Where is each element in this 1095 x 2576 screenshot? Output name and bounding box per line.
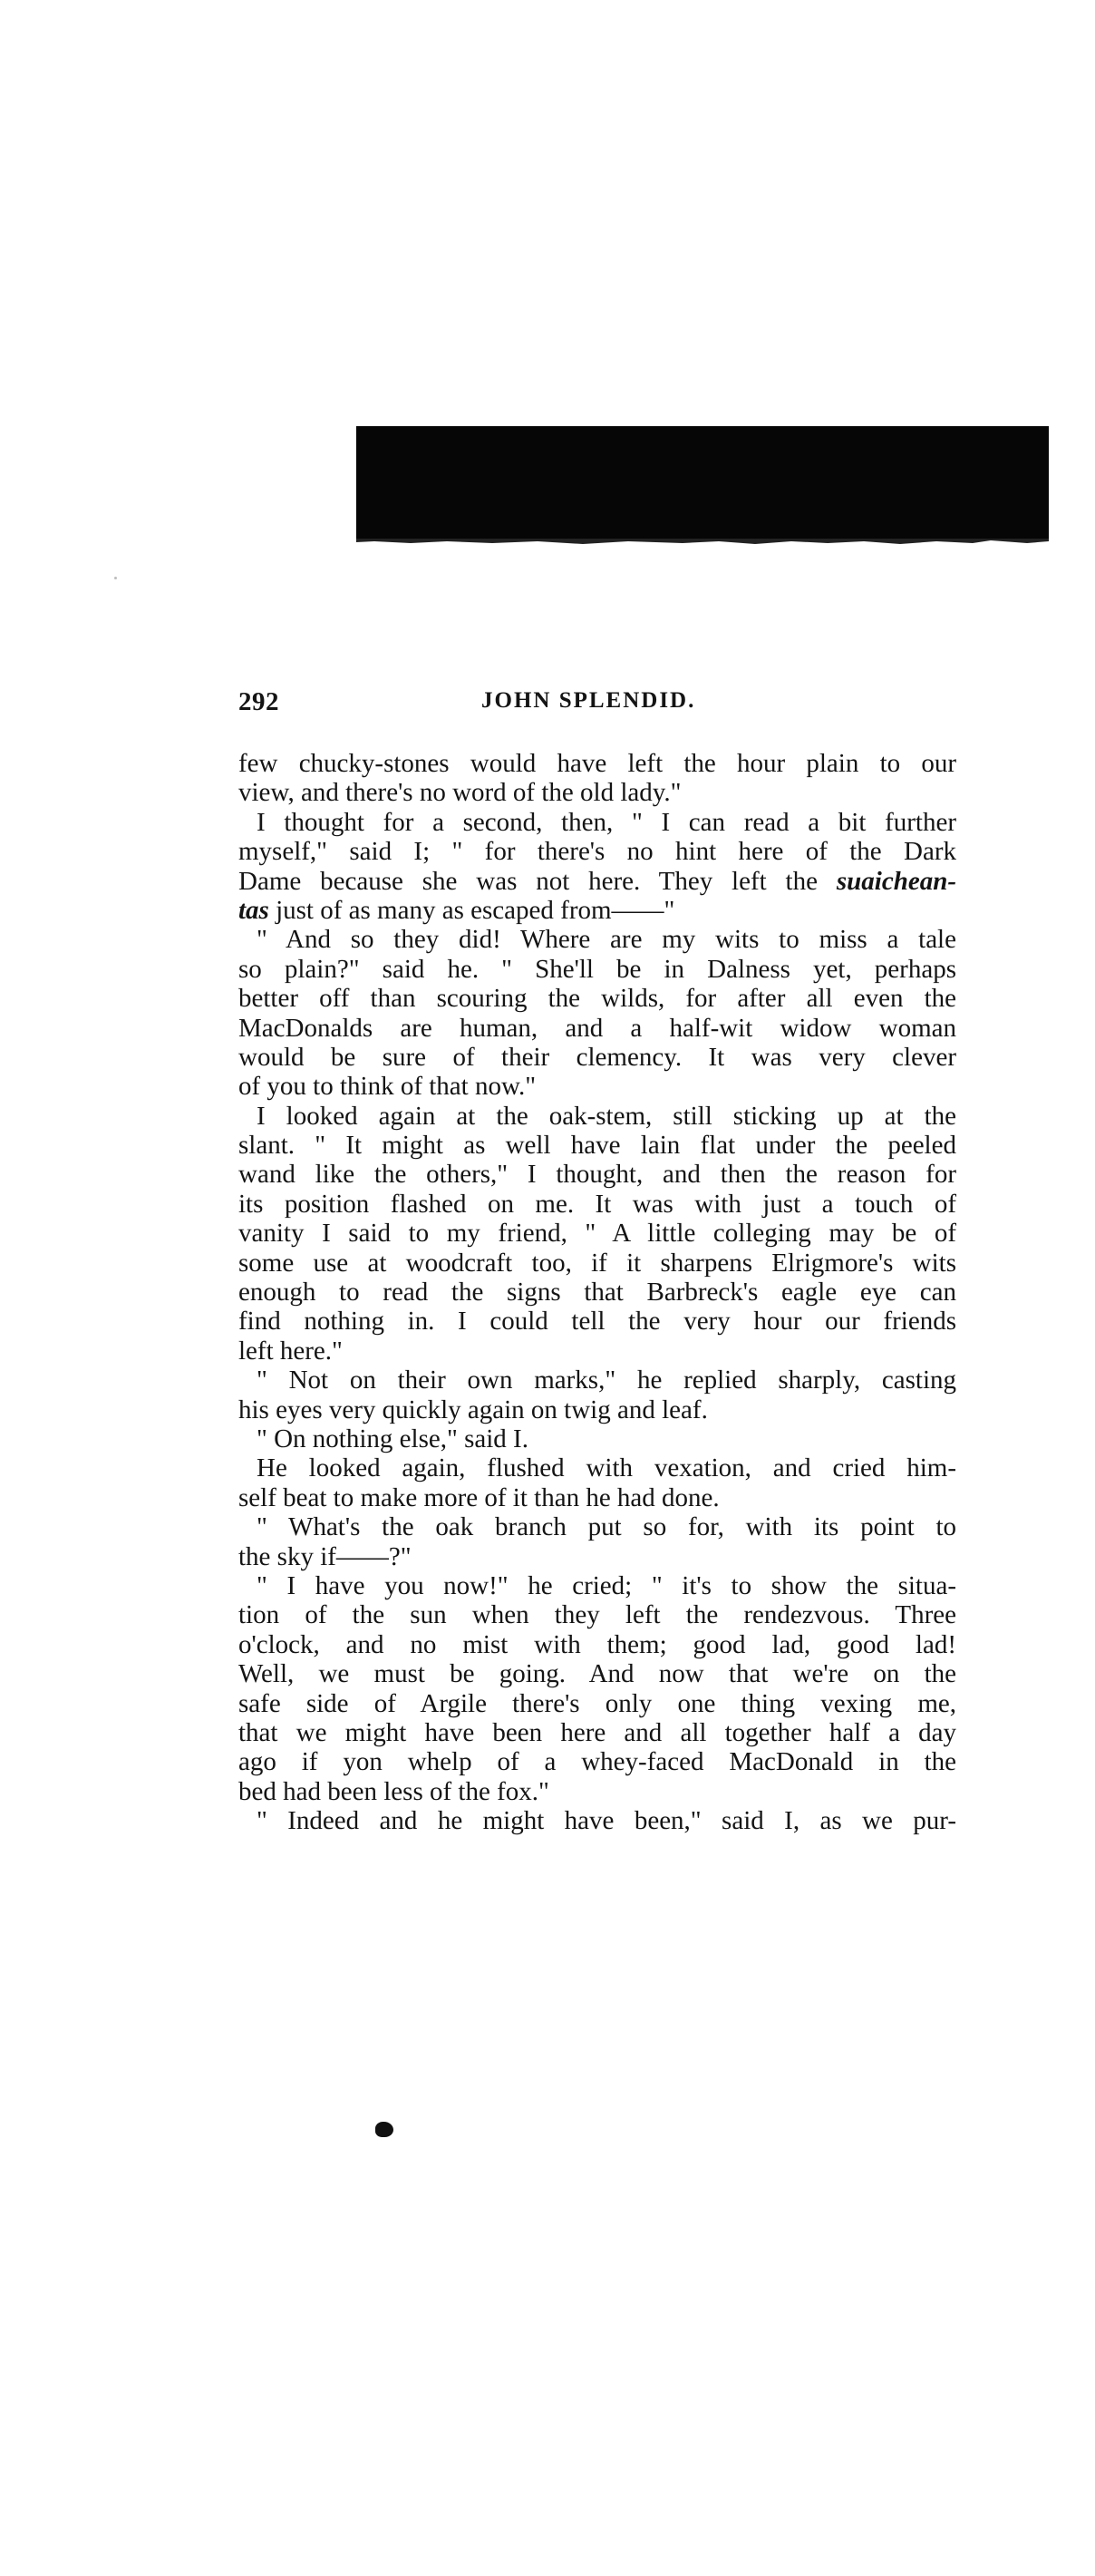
line-text: Dame because she was not here. They left the — [238, 866, 837, 896]
margin-speck — [114, 577, 117, 579]
text-line: vanity I said to my friend, " A little colleging may be of — [238, 1219, 956, 1249]
text-line: would be sure of their clemency. It was very clever — [238, 1042, 956, 1072]
text-line — [238, 867, 956, 896]
text-line: few chucky-stones would have left the hour plain to our — [238, 749, 956, 778]
italic-word: tas — [238, 895, 269, 925]
text-line: his eyes very quickly again on twig and leaf. — [238, 1395, 708, 1424]
text-line: left here." — [238, 1336, 343, 1366]
text-line: that we might have been here and all together half a day — [238, 1717, 956, 1747]
text-line: " What's the oak branch put so for, with its point to — [257, 1512, 956, 1542]
page-header — [238, 687, 956, 724]
text-line: some use at woodcraft too, if it sharpens Elrigmore's wits — [238, 1248, 956, 1278]
text-line: " On nothing else," said I. — [257, 1424, 528, 1453]
text-line: the sky if——?" — [238, 1541, 412, 1571]
text-line: I looked again at the oak-stem, still sticking up at the — [257, 1101, 956, 1131]
text-line: slant. " It might as well have lain flat under the peeled — [238, 1131, 956, 1161]
italic-word: suaichean- — [836, 866, 956, 896]
text-line: I thought for a second, then, " I can read a bit further — [257, 807, 956, 837]
text-line: better off than scouring the wilds, for after all even the — [238, 984, 956, 1014]
running-head: JOHN SPLENDID. — [481, 688, 696, 713]
text-line: bed had been less of the fox." — [238, 1776, 549, 1806]
text-line: " Not on their own marks," he replied sharply, casting — [257, 1366, 956, 1395]
text-line: " Indeed and he might have been," said I, as we pur- — [257, 1806, 956, 1836]
page-number: 292 — [238, 687, 279, 716]
line-text: just of as many as escaped from——" — [268, 895, 675, 925]
text-line: its position flashed on me. It was with just a touch of — [238, 1189, 956, 1219]
body-text — [238, 749, 956, 1835]
text-line: " I have you now!" he cried; " it's to show the situa- — [257, 1570, 956, 1600]
text-line: self beat to make more of it than he had done. — [238, 1482, 720, 1512]
text-line — [238, 896, 956, 925]
text-line: Well, we must be going. And now that we're on the — [238, 1659, 956, 1689]
text-line: of you to think of that now." — [238, 1072, 537, 1102]
text-line: " And so they did! Where are my wits to miss a tale — [257, 925, 956, 955]
text-line: safe side of Argile there's only one thing vexing me, — [238, 1688, 956, 1718]
text-line: MacDonalds are human, and a half-wit widow woman — [238, 1013, 956, 1043]
text-line: enough to read the signs that Barbreck's eagle eye can — [238, 1278, 956, 1307]
text-line: o'clock, and no mist with them; good lad, good lad! — [238, 1629, 956, 1659]
text-line: so plain?" said he. " She'll be in Dalness yet, perhaps — [238, 954, 956, 984]
band-ragged-edge — [356, 539, 1049, 546]
text-line: find nothing in. I could tell the very hour our friends — [238, 1307, 956, 1337]
text-line: ago if yon whelp of a whey-faced MacDonald in the — [238, 1747, 956, 1777]
text-line: myself," said I; " for there's no hint here of the Dark — [238, 837, 956, 867]
ink-blot-mark — [375, 2122, 393, 2137]
text-line: tion of the sun when they left the rendezvous. Three — [238, 1600, 956, 1630]
black-ink-band — [356, 426, 1049, 540]
text-line: wand like the others," I thought, and then the reason for — [238, 1160, 956, 1190]
text-line: view, and there's no word of the old lady." — [238, 778, 682, 808]
text-line: He looked again, flushed with vexation, and cried him- — [257, 1453, 956, 1483]
